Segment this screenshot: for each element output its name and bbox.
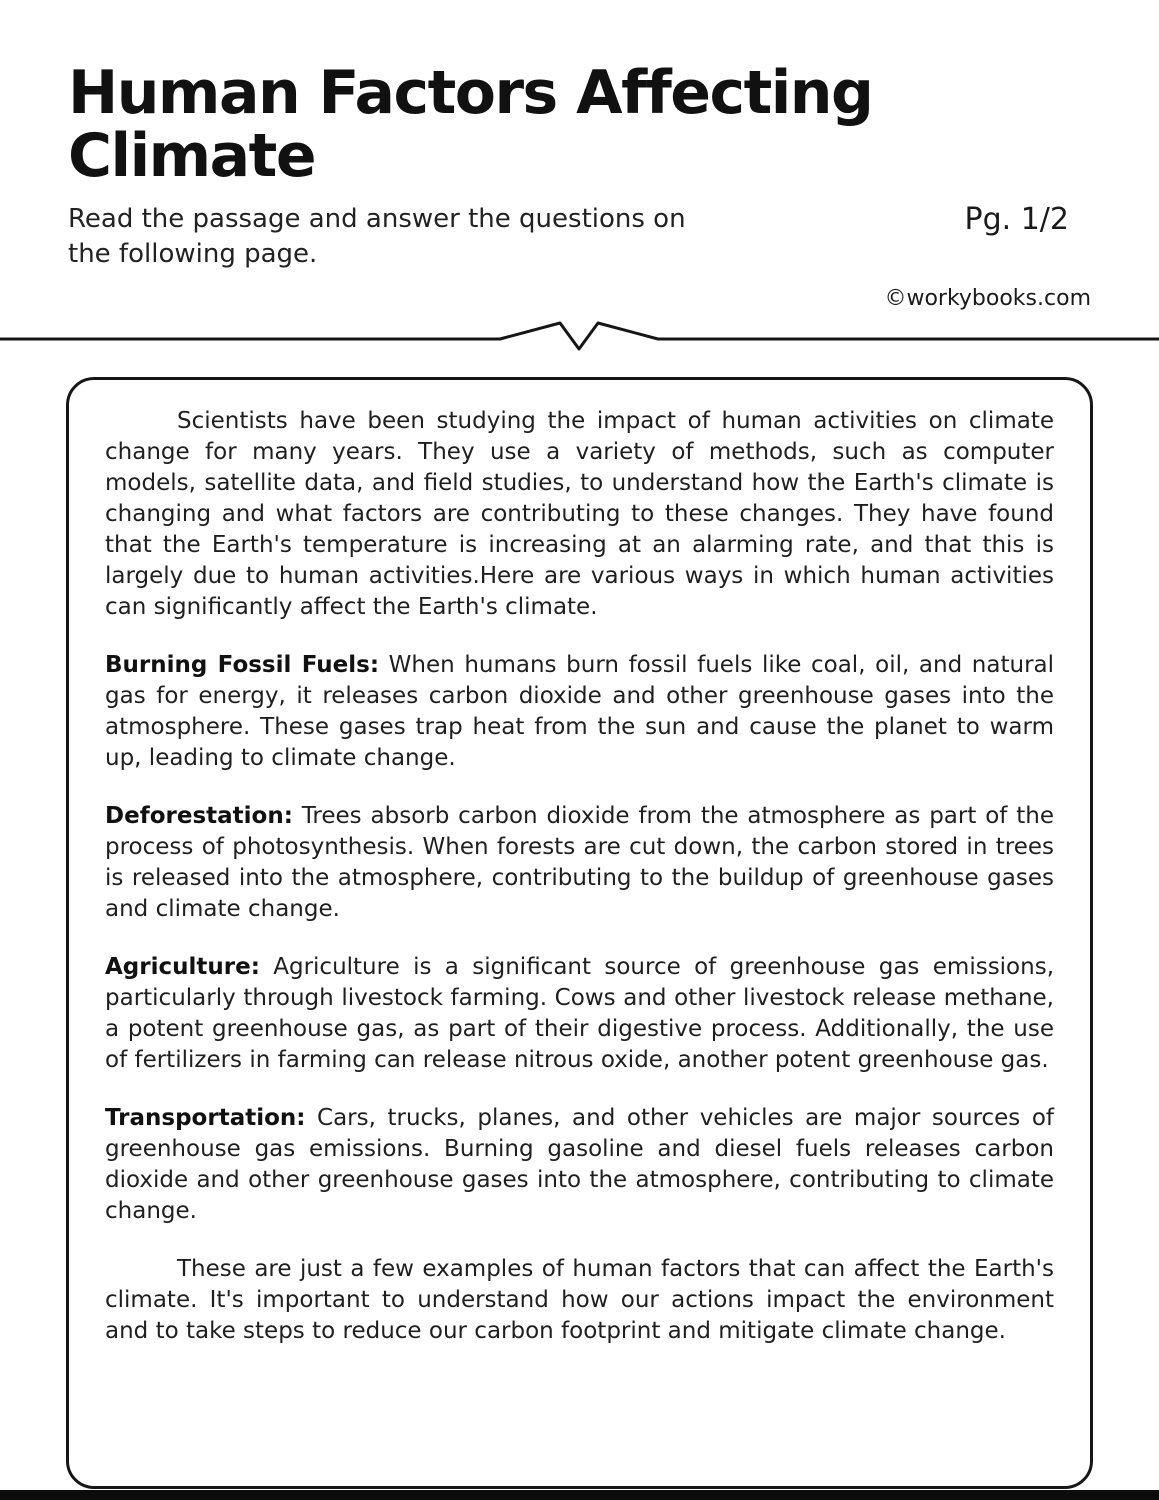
- passage-section-transportation: [105, 1103, 1054, 1227]
- bottom-edge-bar: [0, 1490, 1159, 1500]
- section-label: Transportation:: [105, 1105, 306, 1132]
- section-text: Agriculture is a significant source of greenhouse gas emissions, particularly through livestock farming. Cows and other livestock release methane, a potent greenhouse gas, as part of their digestive process. Additionally, the use of fertilizers in farming can release nitrous oxide, another potent greenhouse gas.: [105, 954, 1055, 1074]
- instructions-text: Read the passage and answer the questions on the following page.: [68, 204, 686, 270]
- page-title: Human Factors Affecting Climate: [68, 58, 873, 191]
- section-text: Cars, trucks, planes, and other vehicles are major sources of greenhouse gas emissions. Burning gasoline and diesel fuels releases carbon dioxide and other greenhouse gases into the atmosphere, contributing to climate change.: [105, 1105, 1054, 1225]
- header-sub-row: [68, 202, 1091, 272]
- section-label: Burning Fossil Fuels:: [105, 652, 380, 679]
- section-text: When humans burn fossil fuels like coal, oil, and natural gas for energy, it releases carbon dioxide and other greenhouse gases into the atmosphere. These gases trap heat from the sun and cause the planet to warm up, leading to climate change.: [105, 652, 1055, 772]
- passage-section-burning-fossil-fuels: [105, 650, 1054, 774]
- passage-conclusion: These are just a few examples of human factors that can affect the Earth's climate. It's important to understand how our actions impact the environment and to take steps to reduce our carbon footprint and mitigate climate change.: [105, 1256, 1054, 1345]
- passage-section-agriculture: [105, 952, 1054, 1076]
- section-text: Trees absorb carbon dioxide from the atmosphere as part of the process of photosynthesis. When forests are cut down, the carbon stored in trees is released into the atmosphere, contributing to the buildup of greenhouse gases and climate change.: [105, 803, 1054, 923]
- divider-chevron-icon: [0, 323, 1159, 349]
- copyright-text: ©workybooks.com: [884, 286, 1091, 312]
- page-number-label: Pg. 1/2: [964, 202, 1069, 237]
- divider-rule: [0, 317, 1159, 357]
- section-label: Deforestation:: [105, 803, 293, 830]
- section-label: Agriculture:: [105, 954, 260, 981]
- passage-box: [66, 377, 1093, 1489]
- header: [0, 0, 1159, 311]
- passage-section-deforestation: [105, 801, 1054, 925]
- passage-intro: Scientists have been studying the impact of human activities on climate change for many years. They use a variety of methods, such as computer models, satellite data, and field studies, to understand how the Earth's climate is changing and what factors are contributing to these changes. They have found that the Earth's temperature is increasing at an alarming rate, and that this is largely due to human activities.Here are various ways in which human activities can significantly affect the Earth's climate.: [105, 408, 1054, 621]
